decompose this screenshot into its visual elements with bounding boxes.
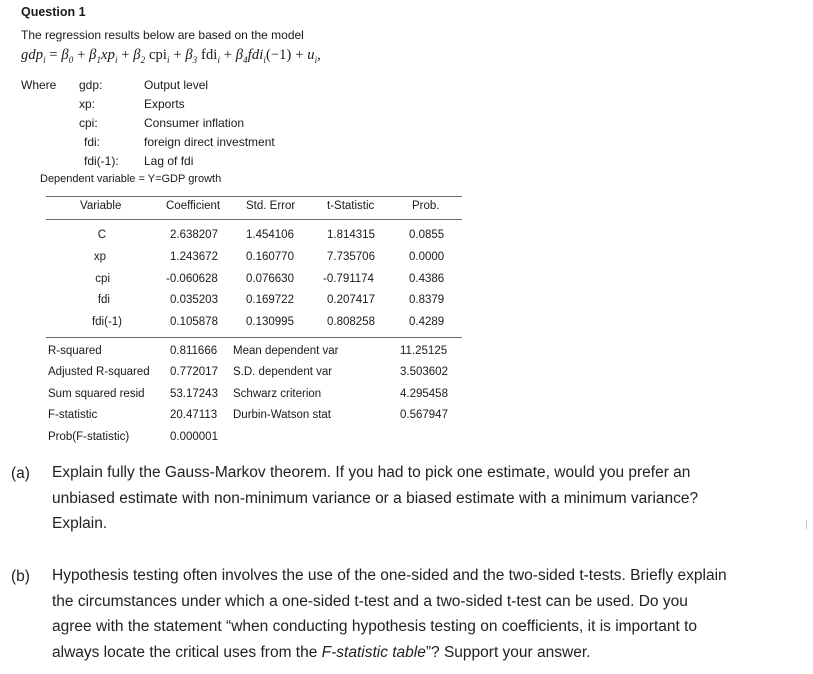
row-std-error: 0.076630: [246, 273, 294, 285]
table-header-rule: [46, 219, 462, 220]
term-5: $u_i$: [307, 47, 318, 65]
row-prob: 0.0855: [409, 229, 445, 241]
dependent-variable: Dependent variable = Y=GDP growth: [40, 173, 222, 185]
model-equation: $gdp_i = \beta_0 + \beta_1xp_i + \beta_2$ $cpi_i + \beta_3$ $fdi_i + \beta_4fdi_i(-1) + u_i$,: [21, 47, 321, 65]
question-b-label: (b): [11, 568, 30, 585]
row-variable: xp: [93, 251, 106, 263]
col-header-variable: Variable: [80, 200, 122, 212]
row-t-statistic: 0.808258: [327, 316, 375, 328]
model-lhs: gdp: [21, 47, 44, 63]
question-b-line: the circumstances under which a one-sided t-test and a two-sided t-test can be used. Do you: [52, 592, 688, 610]
stat-value: 0.000001: [170, 431, 218, 443]
row-prob: 0.0000: [409, 251, 445, 263]
stat-value-2: 0.567947: [400, 409, 448, 421]
row-variable: fdi: [97, 294, 110, 306]
def-desc-fdi: foreign direct investment: [144, 135, 275, 149]
row-std-error: 0.169722: [246, 294, 294, 306]
question-a-line: Explain.: [52, 515, 108, 532]
stat-value-2: 4.295458: [400, 388, 448, 400]
row-variable: fdi(-1): [91, 316, 122, 328]
row-t-statistic: -0.791174: [323, 273, 374, 285]
where-label: Where: [21, 78, 57, 92]
row-prob: 0.8379: [409, 294, 445, 306]
stat-label: F-statistic: [48, 409, 98, 421]
stat-label: Prob(F-statistic): [48, 431, 130, 443]
stat-value-2: 11.25125: [400, 345, 448, 357]
question-a-label: (a): [11, 465, 30, 482]
row-variable: C: [97, 229, 106, 241]
question-b-text: [52, 563, 727, 665]
stat-label: Adjusted R-squared: [48, 366, 150, 378]
row-t-statistic: 0.207417: [327, 294, 375, 306]
def-desc-gdp: Output level: [144, 78, 209, 92]
row-coefficient: 0.105878: [170, 316, 218, 328]
stat-label-2: Schwarz criterion: [233, 388, 322, 400]
term-1: $\beta_1xp_i$: [89, 47, 118, 65]
row-std-error: 0.130995: [246, 316, 294, 328]
table-bottom-rule: [46, 337, 462, 338]
row-t-statistic: 7.735706: [327, 251, 375, 263]
question-a-line: unbiased estimate with non-minimum variance or a biased estimate with a minimum variance?: [52, 489, 699, 507]
page-edge-mark: [806, 520, 807, 529]
term-3: $\beta_3$ fdi$_i$: [185, 47, 221, 65]
table-top-rule: [46, 196, 462, 197]
def-var-cpi: cpi:: [79, 116, 98, 130]
row-coefficient: 2.638207: [170, 229, 218, 241]
question-b-line: Hypothesis testing often involves the use of the one-sided and the two-sided t-tests. Briefly explain: [52, 567, 727, 584]
row-coefficient: -0.060628: [166, 273, 218, 285]
def-desc-cpi: Consumer inflation: [144, 116, 245, 130]
stat-label-2: S.D. dependent var: [233, 366, 333, 378]
stat-value: 0.811666: [170, 345, 218, 357]
stat-value: 53.17243: [170, 388, 218, 400]
stat-label: R-squared: [48, 345, 102, 357]
row-prob: 0.4289: [409, 316, 445, 328]
f-statistic-table-emphasis: F-statistic table: [321, 643, 426, 661]
col-header-coefficient: Coefficient: [166, 200, 221, 212]
question-b-line: agree with the statement “when conducting hypothesis testing on coefficients, it is important to: [52, 618, 698, 635]
question-heading: Question 1: [21, 5, 86, 19]
question-b-line: always locate the critical uses from the F-statistic table”? Support your answer.: [52, 643, 591, 661]
def-desc-fdi-lag: Lag of fdi: [144, 154, 194, 168]
stat-value: 0.772017: [170, 366, 218, 378]
def-var-gdp: gdp:: [79, 78, 103, 92]
row-std-error: 0.160770: [246, 251, 294, 263]
def-var-fdi: fdi:: [84, 135, 101, 149]
stat-value-2: 3.503602: [400, 366, 448, 378]
col-header-prob: Prob.: [412, 200, 440, 212]
stat-label-2: Durbin-Watson stat: [233, 409, 331, 421]
term-2: $\beta_2$ cpi$_i$: [133, 47, 170, 65]
row-t-statistic: 1.814315: [327, 229, 375, 241]
term-4: $\beta_4fdi_i(-1)$: [235, 47, 292, 65]
def-var-xp: xp:: [79, 97, 96, 111]
row-prob: 0.4386: [409, 273, 445, 285]
stat-value: 20.47113: [170, 409, 218, 421]
stat-label: Sum squared resid: [48, 388, 145, 400]
col-header-t-statistic: t-Statistic: [327, 200, 375, 212]
row-std-error: 1.454106: [246, 229, 294, 241]
term-0: $\beta_0$: [61, 47, 74, 65]
col-header-std-error: Std. Error: [246, 200, 296, 212]
row-coefficient: 0.035203: [170, 294, 218, 306]
def-var-fdi-lag: fdi(-1):: [84, 154, 119, 168]
stat-label-2: Mean dependent var: [233, 345, 339, 357]
question-a-line: Explain fully the Gauss-Markov theorem. If you had to pick one estimate, would you prefer an: [52, 464, 691, 481]
row-coefficient: 1.243672: [170, 251, 218, 263]
question-a-text: [52, 460, 698, 537]
def-desc-xp: Exports: [144, 97, 185, 111]
intro-text: The regression results below are based on the model: [21, 28, 304, 42]
row-variable: cpi: [95, 273, 110, 285]
